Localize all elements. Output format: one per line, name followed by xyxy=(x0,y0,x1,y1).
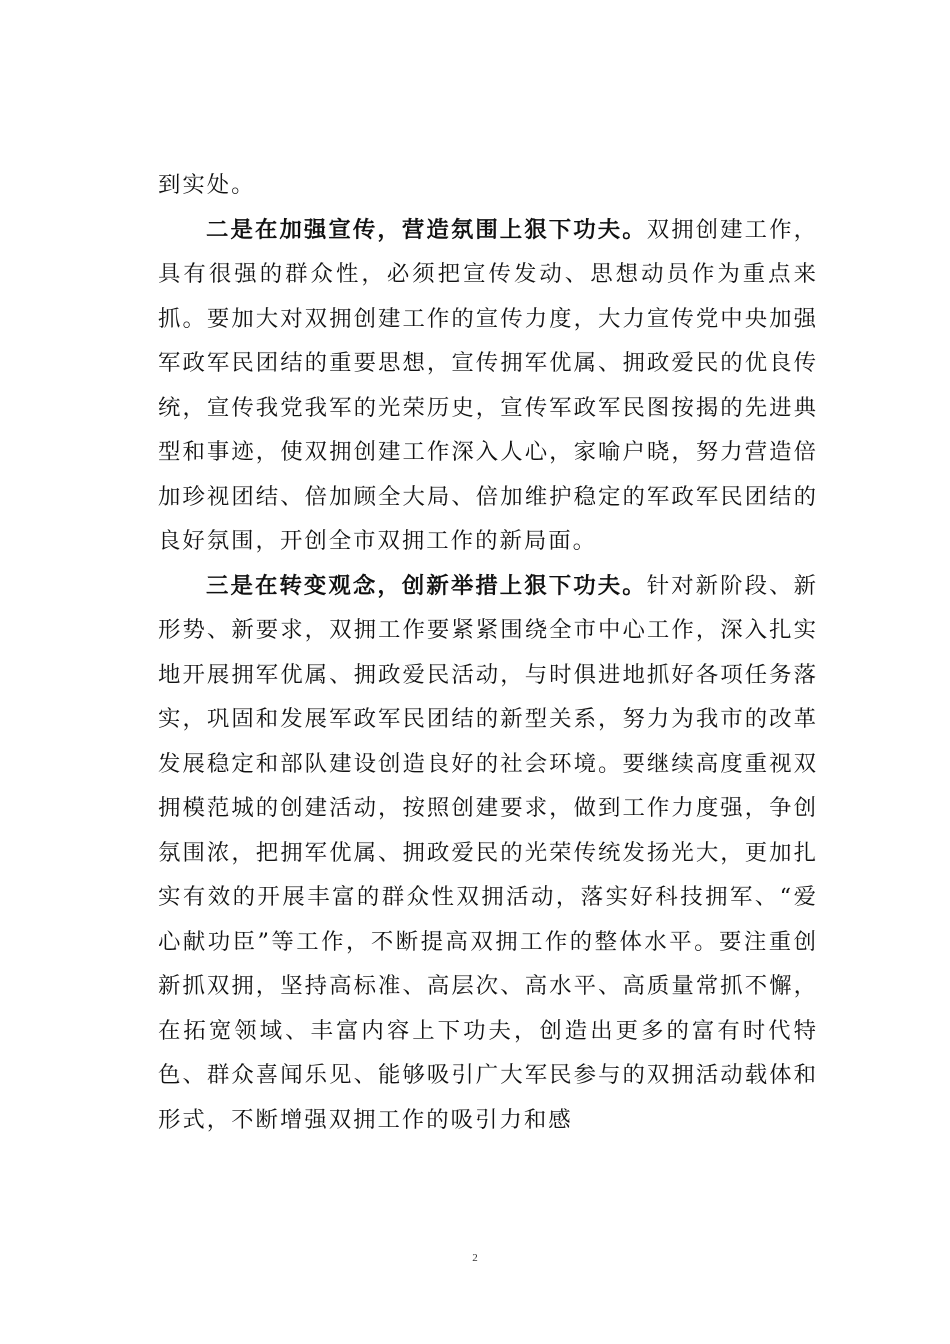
paragraph-3-text: 针对新阶段、新形势、新要求，双拥工作要紧紧围绕全市中心工作，深入扎实地开展拥军优属、拥政爱民活动，与时俱进地抓好各项任务落实，巩固和发展军政军民团结的新型关系，努力为我市的改革发展稳定和部队建设创造良好的社会环境。要继续高度重视双拥模范城的创建活动，按照创建要求，做到工作力度强，争创氛围浓，把拥军优属、拥政爱民的光荣传统发扬光大，更加扎实有效的开展丰富的群众性双拥活动，落实好科技拥军、“爱心献功臣”等工作，不断提高双拥工作的整体水平。要注重创新抓双拥，坚持高标准、高层次、高水平、高质量常抓不懈，在拓宽领域、丰富内容上下功夫，创造出更多的富有时代特色、群众喜闻乐见、能够吸引广大军民参与的双拥活动载体和形式，不断增强双拥工作的吸引力和感 xyxy=(158,572,819,1133)
document-body xyxy=(158,163,818,1142)
paragraph-3-heading: 三是在转变观念，创新举措上狠下功夫。 xyxy=(206,572,647,599)
page-number: 2 xyxy=(472,1252,478,1264)
paragraph-2-text: 双拥创建工作，具有很强的群众性，必须把宣传发动、思想动员作为重点来抓。要加大对双拥创建工作的宣传力度，大力宣传党中央加强军政军民团结的重要思想，宣传拥军优属、拥政爱民的优良传统，宣传我党我军的光荣历史，宣传军政军民图按揭的先进典型和事迹，使双拥创建工作深入人心，家喻户晓，努力营造倍加珍视团结、倍加顾全大局、倍加维护稳定的军政军民团结的良好氛围，开创全市双拥工作的新局面。 xyxy=(158,216,819,554)
paragraph-1-text: 到实处。 xyxy=(158,172,256,198)
paragraph-innovation xyxy=(158,564,818,1143)
paragraph-2-heading: 二是在加强宣传，营造氛围上狠下功夫。 xyxy=(206,216,647,243)
paragraph-publicity xyxy=(158,208,818,564)
paragraph-continuation xyxy=(158,163,818,208)
